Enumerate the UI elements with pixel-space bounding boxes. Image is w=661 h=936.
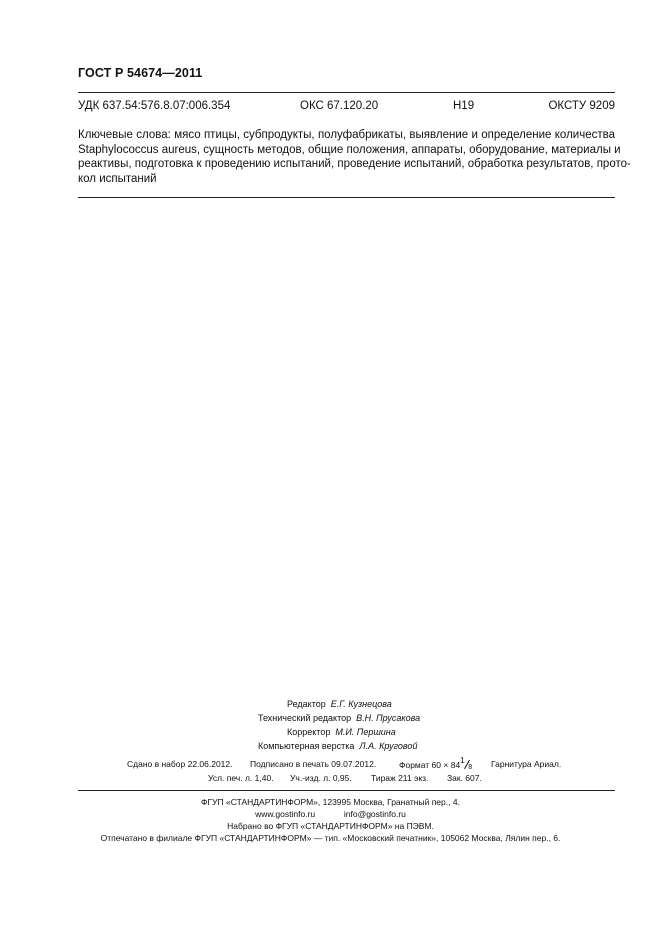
- top-divider: [78, 92, 615, 93]
- okstu-code: ОКСТУ 9209: [548, 100, 615, 112]
- tech-editor-name: В.Н. Прусакова: [356, 713, 421, 723]
- typeset-note: Набрано во ФГУП «СТАНДАРТИНФОРМ» на ПЭВМ.: [227, 821, 434, 831]
- typeface-info: Гарнитура Ариал.: [491, 759, 562, 769]
- editor-credit: Редактор Е.Г. Кузнецова: [287, 699, 392, 709]
- keywords-paragraph: [78, 128, 631, 186]
- publisher-address: ФГУП «СТАНДАРТИНФОРМ», 123995 Москва, Гранатный пер., 4.: [201, 797, 460, 807]
- classification-row: [78, 100, 615, 114]
- format-fraction: 1 8: [460, 756, 473, 771]
- submitted-date: Сдано в набор 22.06.2012.: [127, 759, 233, 769]
- keywords-line: Staphylococcus aureus, сущность методов, общие положения, аппараты, оборудование, материалы и: [78, 143, 621, 156]
- group-code: Н19: [453, 100, 475, 112]
- print-run: Тираж 211 экз.: [371, 773, 429, 783]
- print-sheets: Усл. печ. л. 1,40.: [208, 773, 274, 783]
- publisher-website[interactable]: www.gostinfo.ru: [255, 809, 316, 819]
- udk-code: УДК 637.54:576.8.07:006.354: [78, 100, 231, 112]
- format-info: Формат 60 × 84 1 8: [399, 759, 474, 771]
- keywords-line: Ключевые слова: мясо птицы, субпродукты, полуфабрикаты, выявление и определение количества: [78, 129, 615, 141]
- editor-name: Е.Г. Кузнецова: [330, 699, 392, 709]
- oks-code: ОКС 67.120.20: [300, 100, 379, 112]
- order-number: Зак. 607.: [447, 773, 482, 783]
- keywords-line: реактивы, подготовка к проведению испытаний, проведение испытаний, обработка результатов, прото-: [78, 158, 631, 171]
- corrector-credit: Корректор М.И. Першина: [287, 727, 396, 737]
- keywords-divider: [78, 197, 615, 198]
- corrector-name: М.И. Першина: [335, 727, 396, 737]
- layout-credit: Компьютерная верстка Л.А. Круговой: [258, 741, 418, 751]
- pub-sheets: Уч.-изд. л. 0,95.: [290, 773, 352, 783]
- layout-name: Л.А. Круговой: [359, 741, 418, 751]
- standard-number: ГОСТ Р 54674—2011: [78, 66, 203, 80]
- printed-at-note: Отпечатано в филиале ФГУП «СТАНДАРТИНФОРМ» — тип. «Московский печатник», 105062 Москва, Лялин пер., 6.: [100, 833, 561, 843]
- publisher-contacts: [0, 809, 661, 819]
- signed-date: Подписано в печать 09.07.2012.: [250, 759, 377, 769]
- bottom-divider: [78, 790, 615, 791]
- publisher-email[interactable]: info@gostinfo.ru: [343, 809, 406, 819]
- keywords-line: кол испытаний: [78, 172, 157, 185]
- tech-editor-credit: Технический редактор В.Н. Прусакова: [258, 713, 421, 723]
